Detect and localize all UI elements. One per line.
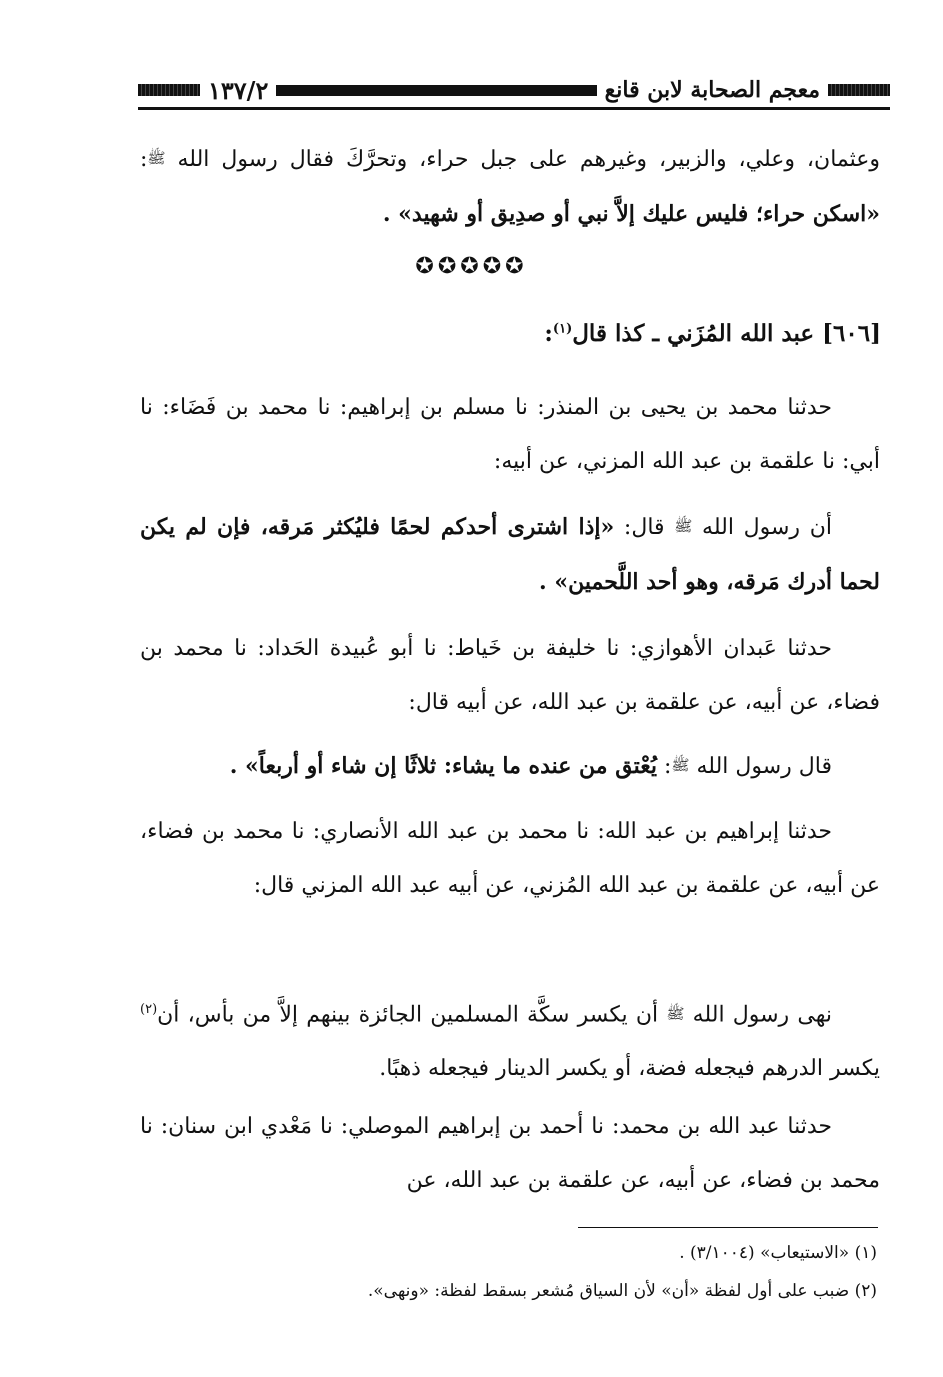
paragraph-1-allah: الله: [165, 147, 210, 172]
salutation-glyph: ﷺ: [674, 517, 693, 535]
paragraph-6: حدثنا إبراهيم بن عبد الله: نا محمد بن عبد الله الأنصاري: نا محمد بن فضاء، عن أبيه، عن علقمة بن عبد الله المُزني، عن أبيه عبد الله المزني قال:: [140, 819, 880, 898]
footnote-2: (٢) ضبب على أول لفظة «أن» لأن السياق مُشعر بسقط لفظة: «ونهى».: [367, 1281, 877, 1301]
section-separator: ✪✪✪✪✪: [415, 254, 528, 279]
paragraph-4: حدثنا عَبدان الأهوازي: نا خليفة بن خَياط: نا أبو عُبيدة الحَداد: نا محمد بن فضاء، عن أبيه، عن علقمة بن عبد الله، عن أبيه قال:: [140, 636, 880, 715]
header-ornament-left: [138, 84, 200, 96]
paragraph-5-colon: :: [656, 754, 672, 779]
footnote-marker-1: (١): [552, 321, 573, 337]
paragraph-7-middle: أن يكسر سكَّة المسلمين الجائزة بينهم إلاَّ من بأس، أن: [157, 1002, 667, 1028]
entry-heading-text: [٦٠٦] عبد الله المُزَني ـ كذا قال: [572, 320, 881, 347]
footnote-1: (١) «الاستيعاب» (٣/١٠٠٤) .: [679, 1243, 877, 1263]
paragraph-1-quote: «اسكن حراء؛ فليس عليك إلاَّ نبي أو صدِيق أو شهيد» .: [382, 201, 880, 227]
paragraph-3-start: أن رسول الله: [692, 515, 832, 540]
footnote-marker-2: (٢): [140, 1002, 158, 1017]
header-ornament-middle: [276, 85, 596, 96]
salutation-glyph: ﷺ: [671, 756, 690, 774]
salutation-glyph: ﷺ: [666, 1004, 685, 1023]
paragraph-3: [140, 499, 880, 610]
paragraph-1: [140, 131, 880, 242]
paragraph-7: [140, 983, 880, 1096]
book-title: معجم الصحابة لابن قانع: [604, 77, 820, 103]
paragraph-5: [140, 738, 880, 794]
salutation-glyph: ﷺ: [147, 149, 166, 167]
paragraph-5-quote: يُعْتق من عنده ما يشاء: ثلاثًا إن شاء أو أربعاً» .: [229, 753, 657, 779]
paragraph-1-colon: :: [140, 147, 148, 172]
page-number: ١٣٧/٢: [208, 75, 269, 105]
paragraph-7-end: يكسر الدرهم فيجعله فضة، أو يكسر الدينار فيجعله ذهبًا.: [379, 1056, 880, 1082]
footnote-separator: [578, 1227, 878, 1228]
entry-heading: [544, 320, 881, 347]
paragraph-1-text: وعثمان، وعلي، والزبير، وغيرهم على جبل حراء، وتحرَّكَ فقال رسول: [221, 147, 881, 172]
header-rule: [138, 107, 890, 110]
paragraph-8: حدثنا عبد الله بن محمد: نا أحمد بن إبراهيم الموصلي: نا مَعْدي ابن سنان: نا محمد بن فضاء، عن أبيه، عن علقمة بن عبد الله، عن: [140, 1114, 880, 1193]
header-ornament-right: [828, 84, 890, 96]
entry-heading-colon: :: [544, 320, 553, 347]
paragraph-3-qal: قال:: [614, 515, 675, 540]
paragraph-5-start: قال رسول الله: [689, 754, 832, 779]
paragraph-2: حدثنا محمد بن يحيى بن المنذر: نا مسلم بن إبراهيم: نا محمد بن فَضَاء: نا أبي: نا علقمة بن عبد الله المزني، عن أبيه:: [140, 395, 880, 474]
paragraph-3-quote: «إذا اشترى أحدكم لحمًا فليُكثر مَرقه، فإن لم يكن لحما أدرك مَرقه، وهو أحد اللَّحمين» .: [140, 514, 880, 595]
paragraph-7-start: نهى رسول الله: [684, 1002, 832, 1028]
